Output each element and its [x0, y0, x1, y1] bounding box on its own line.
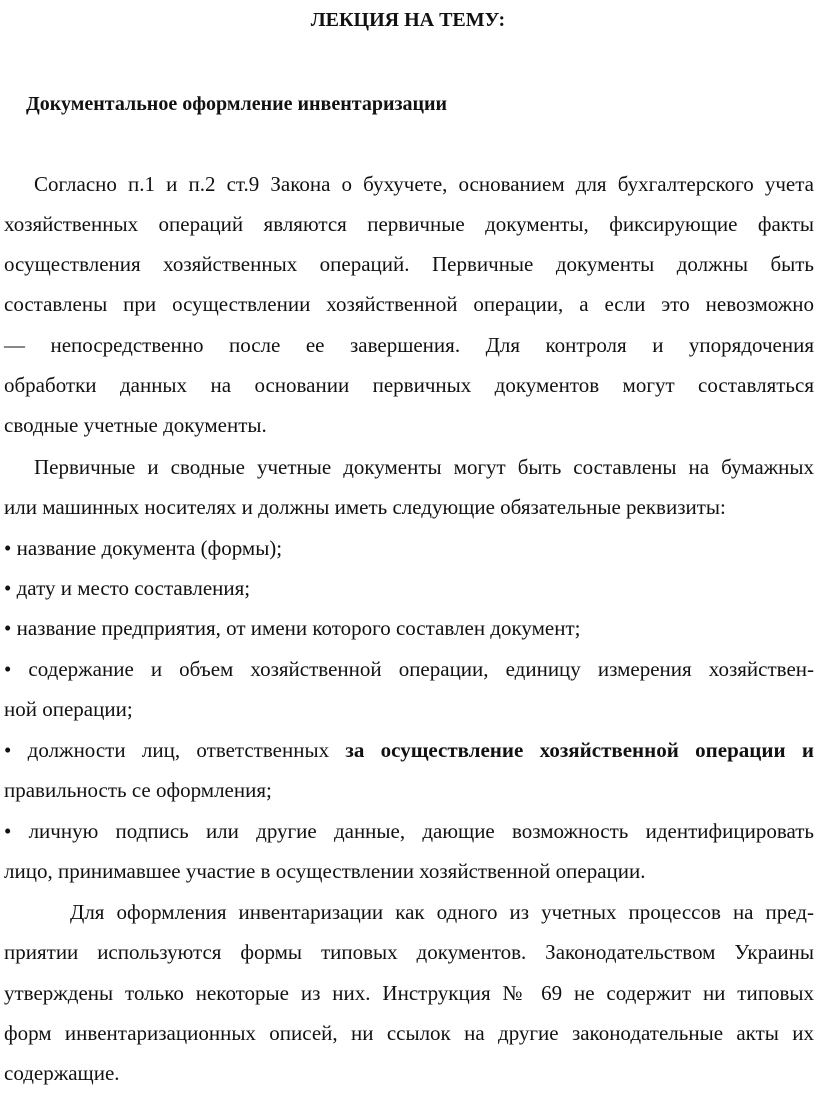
paragraph-3-line: Для оформления инвентаризации как одного из учетных процессов на пред-	[70, 900, 814, 924]
paragraph-2-line: или машинных носителях и должны иметь следующие обязательные реквизиты:	[4, 495, 726, 519]
paragraph-3-line: форм инвентаризационных описей, ни ссылок на другие законодательные акты их	[4, 1021, 814, 1045]
requisite-bullet: • личную подпись или другие данные, дающие возможность идентифицировать	[4, 819, 814, 843]
requisite-bullet: • название предприятия, от имени которого составлен документ;	[4, 616, 581, 640]
paragraph-1-line: Согласно п.1 и п.2 ст.9 Закона о бухучете, основанием для бухгалтерского учета	[34, 172, 814, 196]
requisite-bullet-text: • должности лиц, ответственных	[4, 738, 346, 762]
requisite-bullet-continuation: лицо, принимавшее участие в осуществлении хозяйственной операции.	[4, 859, 646, 883]
paragraph-3-line: приятии используются формы типовых документов. Законодательством Украины	[4, 940, 814, 964]
paragraph-3-line: содержащие.	[4, 1061, 120, 1085]
requisite-bullet-bold-text: за осуществление хозяйственной операции и	[345, 738, 814, 762]
requisite-bullet-continuation: правильность се оформления;	[4, 778, 272, 802]
paragraph-1-line: сводные учетные документы.	[4, 413, 267, 437]
paragraph-1-line: обработки данных на основании первичных документов могут составляться	[4, 373, 814, 397]
paragraph-1-line: хозяйственных операций являются первичные документы, фиксирующие факты	[4, 212, 814, 236]
requisite-bullet-continuation: ной операции;	[4, 697, 133, 721]
paragraph-1-line: составлены при осуществлении хозяйственной операции, а если это невозможно	[4, 292, 814, 316]
paragraph-1-line: — непосредственно после ее завершения. Для контроля и упорядочения	[4, 333, 814, 357]
lecture-title: ЛЕКЦИЯ НА ТЕМУ:	[310, 9, 506, 31]
requisite-bullet	[4, 736, 814, 764]
requisite-bullet: • название документа (формы);	[4, 536, 283, 560]
requisite-bullet: • дату и место составления;	[4, 576, 251, 600]
lecture-subtitle: Документальное оформление инвентаризации	[26, 93, 448, 115]
paragraph-3-line: утверждены только некоторые из них. Инструкция № 69 не содержит ни типовых	[4, 981, 814, 1005]
paragraph-2-line: Первичные и сводные учетные документы могут быть составлены на бумажных	[34, 455, 814, 479]
paragraph-1-line: осуществления хозяйственных операций. Первичные документы должны быть	[4, 252, 814, 276]
requisite-bullet: • содержание и объем хозяйственной операции, единицу измерения хозяйствен-	[4, 657, 814, 681]
